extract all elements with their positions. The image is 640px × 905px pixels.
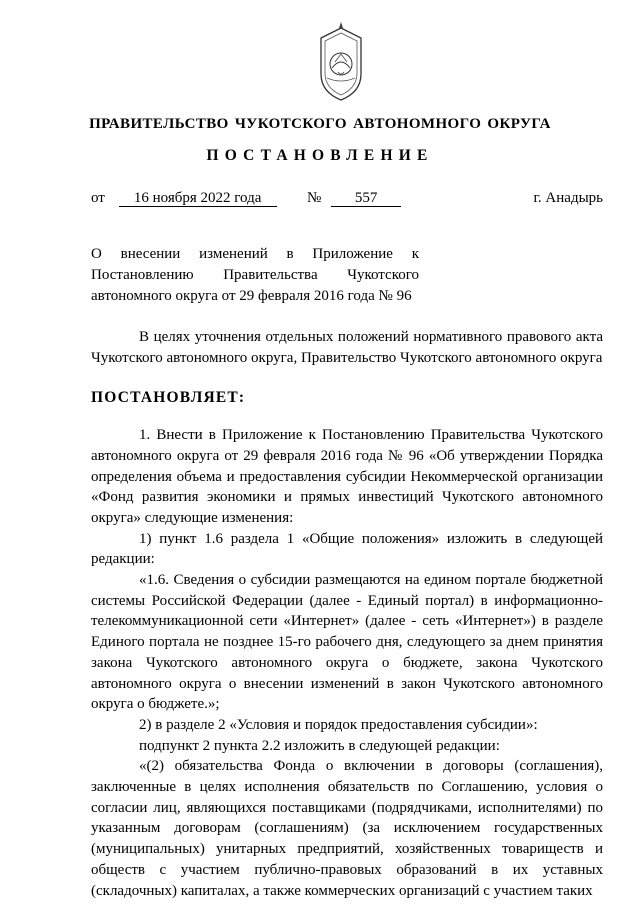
body-paragraph: 1) пункт 1.6 раздела 1 «Общие положения» изложить в следующей редакции: bbox=[91, 530, 603, 568]
body-paragraph: «1.6. Сведения о субсидии размещаются на едином портале бюджетной системы Российской Федерации (далее - Единый портал) в информационно-телекоммуникационной сети «Интернет» (далее - сеть «Интернет») в разделе Единого портала не позднее 15-го рабочего дня, следующего за днем принятия закона Чукотского автономного округа о бюджете, закона Чукотского автономного округа о внесении изменений в закон Чукотского автономного округа о бюджете.»; bbox=[91, 572, 603, 713]
from-label: от bbox=[91, 190, 105, 206]
number-row bbox=[307, 190, 401, 207]
body-paragraph: 1. Внести в Приложение к Постановлению Правительства Чукотского автономного округа от 29 февраля 2016 года № 96 «Об утверждении Порядка определения объема и предоставления субсидии Некоммерческой организации «Фонд развития экономики и прямых инвестиций Чукотского автономного округа» следующие изменения: bbox=[91, 427, 603, 526]
document-place: г. Анадырь bbox=[533, 190, 603, 206]
government-title: ПРАВИТЕЛЬСТВО ЧУКОТСКОГО АВТОНОМНОГО ОКРУГА bbox=[89, 116, 551, 132]
body-paragraph: «(2) обязательства Фонда о включении в договоры (соглашения), заключенные в целях исполнения обязательств по Соглашению, условия о согласии лиц, являющихся поставщиками (подрядчиками, исполнителями) по указанным договорам (соглашениям) (за исключением государственных (муниципальных) унитарных предприятий, хозяйственных товариществ и обществ с участием публично-правовых образований в их уставных (складочных) капиталах, а также коммерческих организаций с участием таких bbox=[91, 758, 603, 899]
document-date: 16 ноября 2022 года bbox=[119, 190, 277, 207]
document-type-heading: ПОСТАНОВЛЕНИЕ bbox=[206, 147, 434, 164]
decree-heading: ПОСТАНОВЛЯЕТ: bbox=[91, 389, 246, 407]
number-label: № bbox=[307, 190, 322, 206]
coat-of-arms-emblem bbox=[305, 18, 377, 106]
document-subject: О внесении изменений в Приложение к Постановлению Правительства Чукотского автономного округа от 29 февраля 2016 года № 96 bbox=[91, 246, 419, 304]
date-row bbox=[91, 190, 277, 207]
body-paragraph: подпункт 2 пункта 2.2 изложить в следующей редакции: bbox=[139, 737, 500, 754]
preamble-paragraph: В целях уточнения отдельных положений нормативного правового акта Чукотского автономного округа, Правительство Чукотского автономного округа bbox=[91, 329, 603, 366]
body-paragraph: 2) в разделе 2 «Условия и порядок предоставления субсидии»: bbox=[139, 716, 538, 733]
document-body bbox=[91, 327, 603, 901]
document-number: 557 bbox=[331, 190, 401, 207]
